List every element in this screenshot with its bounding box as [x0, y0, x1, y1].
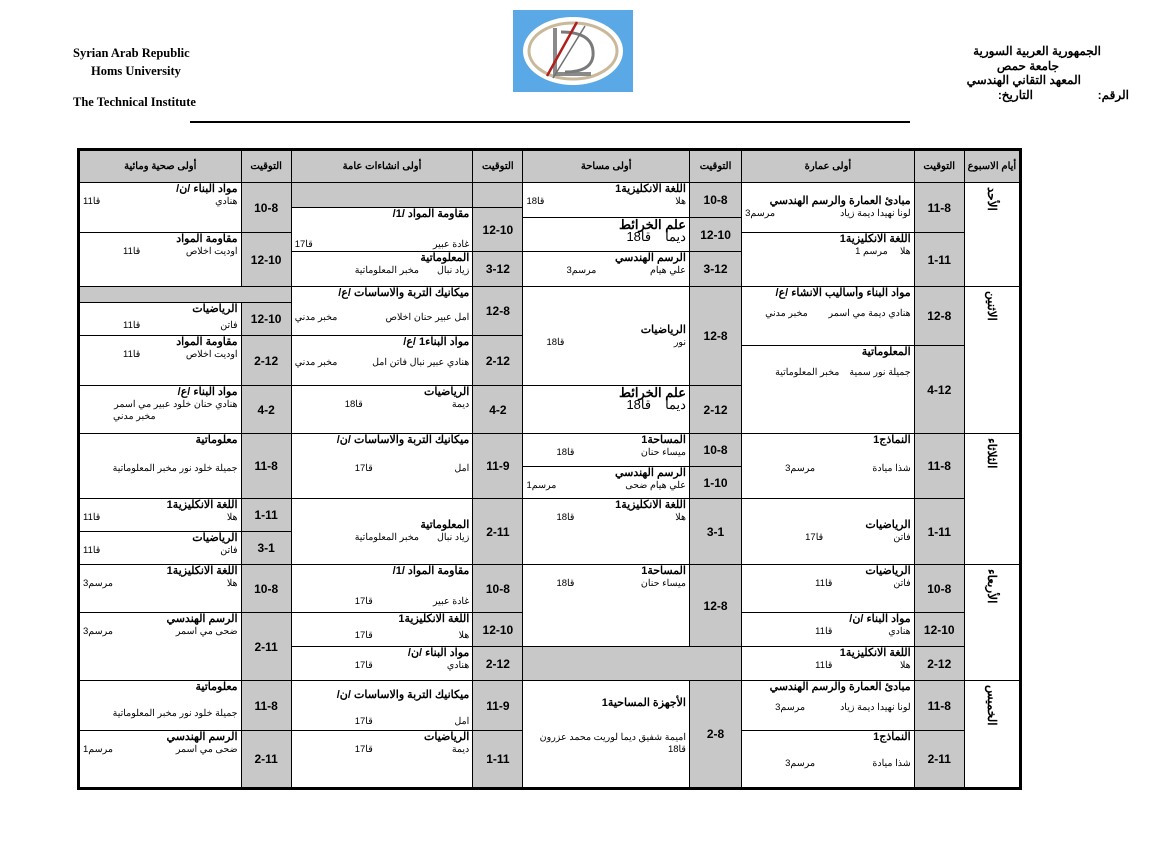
header-left: [73, 44, 196, 111]
table-cell: مقاومة المواد اوديت اخلاص قا11: [79, 233, 242, 287]
time-slot: 2-12: [473, 336, 523, 386]
table-cell: الرسم الهندسي علي هيام ضحى مرسم1: [523, 467, 690, 499]
header-time: التوقيت: [689, 150, 741, 183]
table-cell: ميكانيك التربة والاساسات /ن/ امل قا17: [291, 434, 473, 499]
time-slot: 11-8: [914, 681, 964, 731]
time-slot: 11-8: [914, 183, 964, 233]
time-slot: 12-10: [689, 218, 741, 252]
header-group-surveying: أولى مساحة: [523, 150, 690, 183]
time-slot: 12-10: [241, 233, 291, 287]
header-time: التوقيت: [241, 150, 291, 183]
time-slot: 10-8: [689, 434, 741, 467]
table-cell: مبادئ العمارة والرسم الهندسي لونا نهيدا ديمة زياد مرسم3: [742, 183, 915, 233]
country-en: Syrian Arab Republic: [73, 46, 190, 60]
time-slot: 1-11: [241, 499, 291, 532]
time-slot: 10-8: [241, 183, 291, 233]
day-sunday: الأحد: [964, 183, 1020, 287]
time-slot: 12-8: [689, 287, 741, 386]
table-cell: الرياضيات فاتن قا17: [742, 499, 915, 565]
table-cell: اللغة الانكليزية1 هلا قا18: [523, 183, 690, 218]
time-slot: 11-8: [241, 434, 291, 499]
time-slot: 12-8: [914, 287, 964, 346]
time-slot: 4-2: [241, 386, 291, 434]
header-group-construction: أولى انشاءات عامة: [291, 150, 473, 183]
time-slot: 12-8: [689, 565, 741, 647]
table-cell: مواد البناء /ع/ هنادي حنان خلود عبير مي اسمر مخبر مدني: [79, 386, 242, 434]
university-logo-icon: [513, 10, 633, 92]
table-cell: الرسم الهندسي علي هيام مرسم3: [523, 252, 690, 287]
header-divider: [190, 121, 910, 123]
time-slot: 10-8: [241, 565, 291, 613]
time-slot: 10-8: [689, 183, 741, 218]
time-slot: 4-2: [473, 386, 523, 434]
header-group-sanitary: أولى صحية ومائية: [79, 150, 242, 183]
day-wednesday: الأربعاء: [964, 565, 1020, 681]
table-cell: مبادئ العمارة والرسم الهندسي لونا نهيدا ديمة زياد مرسم3: [742, 681, 915, 731]
table-cell: مواد البناء1 /ع/ هنادي عبير نبال فاتن امل مخبر مدني: [291, 336, 473, 386]
table-cell: المعلوماتية زياد نبال مخبر المعلوماتية: [291, 499, 473, 565]
time-slot: 12-10: [914, 613, 964, 647]
header-time: التوقيت: [914, 150, 964, 183]
table-cell: علم الخرائط ديما قا18: [523, 386, 690, 434]
table-cell: مقاومة المواد اوديت اخلاص قا11: [79, 336, 242, 386]
header-group-architecture: أولى عمارة: [742, 150, 915, 183]
table-cell: المعلوماتية زياد نبال مخبر المعلوماتية: [291, 252, 473, 287]
time-slot: 2-11: [914, 731, 964, 789]
table-cell: الرياضيات نور قا18: [523, 287, 690, 386]
table-cell: مقاومة المواد /1/ غادة عبير قا17: [291, 208, 473, 252]
time-slot: 3-12: [473, 252, 523, 287]
time-slot: 1-11: [473, 731, 523, 789]
table-cell: الرياضيات فاتن قا11: [79, 532, 242, 565]
ref-label: الرقم:: [1097, 87, 1129, 102]
time-slot: 2-12: [914, 647, 964, 681]
table-cell: علم الخرائط ديما قا18: [523, 218, 690, 252]
header-time: التوقيت: [473, 150, 523, 183]
day-thursday: الخميس: [964, 681, 1020, 789]
time-slot: 11-9: [473, 434, 523, 499]
time-slot: 2-11: [241, 613, 291, 681]
time-slot: 12-10: [473, 208, 523, 252]
table-cell: مقاومة المواد /1/ غادة عبير قا17: [291, 565, 473, 613]
time-slot: 12-10: [241, 303, 291, 336]
time-slot: 11-8: [241, 681, 291, 731]
empty-cell: [523, 647, 742, 681]
time-slot: 2-12: [241, 336, 291, 386]
table-cell: اللغة الانكليزية1 هلا قا18: [523, 499, 690, 565]
time-slot: 11-9: [473, 681, 523, 731]
time-slot: 1-10: [689, 467, 741, 499]
table-cell: الرياضيات فاتن قا11: [79, 303, 242, 336]
table-cell: الرياضيات ديمة قا18: [291, 386, 473, 434]
university-en: Homs University: [91, 64, 181, 78]
table-cell: النماذج1 شذا ميادة مرسم3: [742, 434, 915, 499]
time-slot: 1-11: [914, 233, 964, 287]
time-slot: 12-10: [473, 613, 523, 647]
time-slot: 2-12: [473, 647, 523, 681]
table-cell: الأجهزة المساحية1 اميمة شفيق ديما لوريت محمد عزرون قا18: [523, 681, 690, 789]
table-cell: اللغة الانكليزية1 هلا قا17: [291, 613, 473, 647]
table-cell: اللغة الانكليزية1 هلا قا11: [742, 647, 915, 681]
table-cell: الرياضيات ديمة قا17: [291, 731, 473, 789]
table-cell: اللغة الانكليزية1 هلا قا11: [79, 499, 242, 532]
empty-cell: [291, 183, 473, 208]
time-slot: 2-11: [473, 499, 523, 565]
table-cell: معلوماتية جميلة خلود نور مخبر المعلوماتية: [79, 434, 242, 499]
time-slot: 10-8: [473, 565, 523, 613]
time-slot: 11-8: [914, 434, 964, 499]
table-cell: مواد البناء /ن/ هنادي قا11: [79, 183, 242, 233]
header-right: [929, 44, 1129, 102]
schedule-table: [77, 148, 1022, 790]
table-cell: المعلوماتية جميلة نور سمية مخبر المعلوماتية: [742, 346, 915, 434]
time-slot: 1-11: [914, 499, 964, 565]
date-label: التاريخ:: [997, 87, 1033, 102]
time-slot: 12-8: [473, 287, 523, 336]
time-slot: 2-11: [241, 731, 291, 789]
table-cell: اللغة الانكليزية1 هلا مرسم3: [79, 565, 242, 613]
institute-ar: المعهد التقاني الهندسي: [966, 73, 1081, 87]
table-cell: معلوماتية جميلة خلود نور مخبر المعلوماتية: [79, 681, 242, 731]
country-ar: الجمهورية العربية السورية: [973, 44, 1101, 58]
time-slot: 2-12: [689, 386, 741, 434]
table-cell: المساحة1 ميساء حنان قا18: [523, 565, 690, 647]
day-tuesday: الثلاثاء: [964, 434, 1020, 565]
time-slot: 10-8: [914, 565, 964, 613]
table-cell: مواد البناء وأساليب الانشاء /ع/ هنادي ديمة مي اسمر مخبر مدني: [742, 287, 915, 346]
time-slot: 3-1: [241, 532, 291, 565]
time-slot: 3-12: [689, 252, 741, 287]
table-cell: مواد البناء /ن/ هنادي قا17: [291, 647, 473, 681]
table-cell: الرسم الهندسي ضحى مي اسمر مرسم1: [79, 731, 242, 789]
table-cell: اللغة الانكليزية1 هلا مرسم 1: [742, 233, 915, 287]
time-slot: 2-8: [689, 681, 741, 789]
empty-cell: [473, 183, 523, 208]
time-slot: 4-12: [914, 346, 964, 434]
table-cell: النماذج1 شذا ميادة مرسم3: [742, 731, 915, 789]
table-cell: ميكانيك التربة والاساسات /ع/ امل عبير حنان اخلاص مخبر مدني: [291, 287, 473, 336]
header-days: أيام الاسبوع: [964, 150, 1020, 183]
table-cell: مواد البناء /ن/ هنادي قا11: [742, 613, 915, 647]
table-cell: ميكانيك التربة والاساسات /ن/ امل قا17: [291, 681, 473, 731]
table-cell: الرسم الهندسي ضحى مي اسمر مرسم3: [79, 613, 242, 681]
day-monday: الاثنين: [964, 287, 1020, 434]
time-slot: 3-1: [689, 499, 741, 565]
empty-cell: [79, 287, 292, 303]
table-cell: الرياضيات فاتن قا11: [742, 565, 915, 613]
university-ar: جامعة حمص: [996, 58, 1059, 73]
institute-en: The Technical Institute: [73, 95, 196, 109]
table-cell: المساحة1 ميساء حنان قا18: [523, 434, 690, 467]
